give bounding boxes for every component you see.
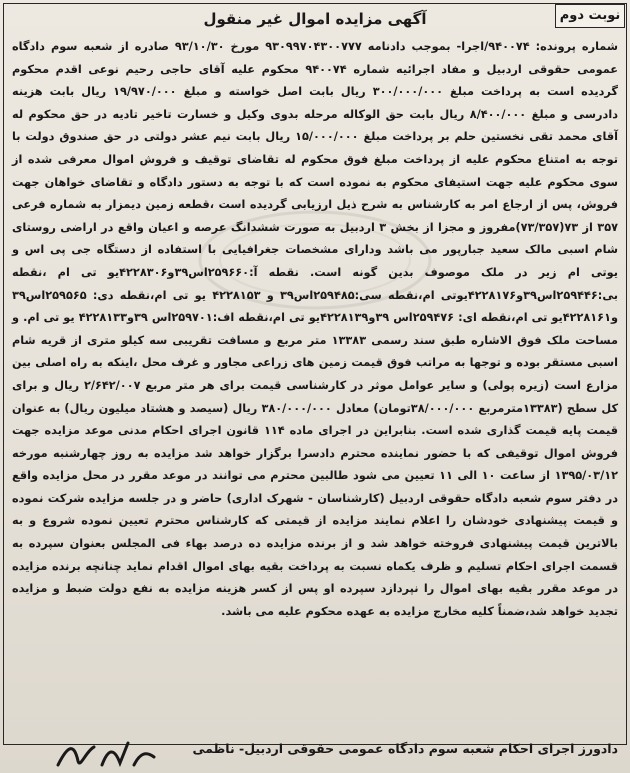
- notice-body-text: شماره پرونده: ۹۴۰۰۷۴/اجرا- بموجب دادنامه ۹۳۰۹۹۷۰۴۳۰۰۷۷۷ مورخ ۹۳/۱۰/۳۰ صادره از شعبه سوم دادگاه عمومی حقوقی اردبیل و مفاد اجرائیه شماره ۹۴۰۰۷۴ محکوم علیه آقای حاجی رحیم نوعی اقدم محکوم گردیده است به پرداخت مبلغ ۳۰۰/۰۰۰/۰۰۰ ریال بابت اصل خواسته و مبلغ ۱۹/۹۷۰/۰۰۰ ریال بابت هزینه دادرسی و مبلغ ۸/۴۰۰/۰۰۰ ریال بابت حق الوکاله مرحله بدوی وکیل و خسارت تاخیر تادیه در حق محکوم له آقای محمد تقی نخستین حلم بر پرداخت مبلغ ۱۵/۰۰۰/۰۰۰ ریال بابت نیم عشر دولتی در حق صندوق دولت با توجه به امتناع محکوم علیه از پرداخت مبلغ فوق محکوم له تقاضای توقیف و فروش اموال معرفی شده از سوی محکوم علیه جهت استیفای محکوم به نموده است که با توجه به دستور دادگاه و تقاضای خواهان جهت فروش، پس از ارجاع امر به کارشناس به شرح ذیل ارزیابی گردیده است ،قطعه زمین دیمزار به شماره فرعی ۳۵۷ از ۷۳(۷۳/۳۵۷)مفروز و مجزا از بخش ۳ اردبیل به صورت ششدانگ عرصه و اعیان واقع در اراضی روستای شام اسبی مالک سعید جبارپور می باشد ودارای مشخصات جغرافیایی با استفاده از دستگاه جی پی اس و یوتی ام زیر در ملک موصوف بدین گونه است. نقطه آ:۲۵۹۶۶۰اس۳۹و۴۲۲۸۳۰۶یو تی ام ،نقطه بی:۲۵۹۴۴۶اس۳۹و۴۲۲۸۱۷۶یوتی ام،نقطه سی:۲۵۹۴۸۵اس۳۹ و ۴۲۲۸۱۵۳ یو تی ام،نقطه دی: ۲۵۹۵۶۵اس۳۹ و۴۲۲۸۱۶۱یو تی ام،نقطه ای: ۲۵۹۴۷۶اس ۳۹و۴۲۲۸۱۳۹یو تی ام،نقطه اف:۲۵۹۷۰۱اس ۳۹و۴۲۲۸۱۳۳ یو تی ام. و مساحت ملک فوق الاشاره طبق سند رسمی ۱۳۳۸۳ متر مربع و مسافت تقریبی سه کیلو متری از قریه شام اسبی مستقر بوده و توجها به مراتب فوق قیمت زمین های زراعی مجاور و غرف محل ،اینکه به راه اصلی بین مزارع است (زیره پولی) و سایر عوامل موثر در کارشناسی قیمت برای هر متر مربع ۲/۶۴۲/۰۰۷ ریال و برای کل سطح (۱۳۳۸۳مترمربع ۳۸/۰۰۰/۰۰۰تومان) معادل ۳۸۰/۰۰۰/۰۰۰ ریال (سیصد و هشتاد میلیون ریال) به عنوان قیمت پایه قیمت گذاری شده است. بنابراین در اجرای ماده ۱۱۴ قانون اجرای احکام مدنی موعد مزایده جهت فروش اموال توقیفی که با حضور نماینده محترم دادسرا برگزار خواهد شد مزایده به روز چهارشنبه مورخه ۱۳۹۵/۰۳/۱۲ از ساعت ۱۰ الی ۱۱ تعیین می شود طالبین محترم می توانند در موعد مقرر در محل مزایده واقع در دفتر سوم شعبه دادگاه حقوقی اردبیل (کارشناسان - شهرک اداری) حاضر و در جلسه مزایده شرکت نموده و قیمت پیشنهادی خودشان را اعلام نمایند مزایده از قیمتی که کارشناس محترم تعیین نموده شروع و به بالاترین قیمت پیشنهادی فروخته خواهد شد و از برنده مزایده ده درصد بهاء فی المجلس بعنوان سپرده به قسمت اجرای احکام تسلیم و ظرف یکماه نسبت به پرداخت بقیه بهای اموال اقدام نماید چنانچه برنده مزایده در موعد مقرر بقیه بهای اموال را نپردازد سپرده او پس از کسر هزینه مزایده به نفع دولت ضبط و مزایده تجدید خواهد شد،ضمناً کلیه مخارج مزایده به عهده محکوم علیه می باشد.: [12, 40, 619, 618]
- notice-title: آگهی مزایده اموال غیر منقول: [203, 10, 427, 28]
- handwritten-signature: [50, 735, 160, 773]
- notice-signatory: دادورز اجرای احکام شعبه سوم دادگاه عمومی حقوقی اردبیل- ناظمی: [192, 741, 618, 756]
- publication-round-badge: نوبت دوم: [555, 4, 625, 28]
